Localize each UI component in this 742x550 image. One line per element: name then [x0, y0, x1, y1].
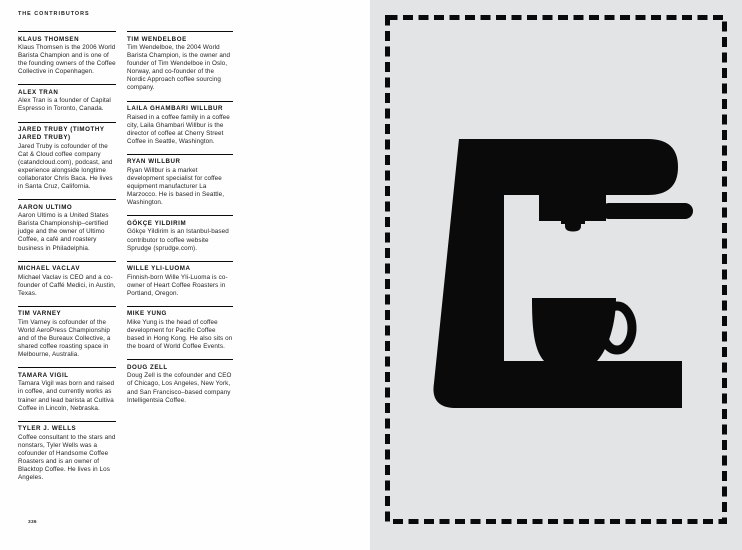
contributor-name: ALEX TRAN: [18, 88, 59, 96]
contributor-name: MICHAEL VACLAV: [18, 265, 81, 273]
coffee-cup: [532, 298, 616, 361]
contributor-bio: Coffee consultant to the stars and nonstars, Tyler Wells was a cofounder of Handsome Coffee Roasters and is an owner of Blacktop Coffee. He lives in Los Angeles.: [18, 433, 116, 482]
contributor-name: MIKE YUNG: [127, 310, 167, 318]
contributor-entry: [18, 421, 116, 483]
machine-portafilter-handle: [601, 203, 693, 219]
contributor-entry: [127, 261, 233, 298]
contributor-entry: [18, 261, 116, 298]
contributor-bio: Klaus Thomsen is the 2006 World Barista Champion and is one of the founding owners of the Coffee Collective in Copenhagen.: [18, 44, 116, 76]
contributor-name: RYAN WILLBUR: [127, 158, 181, 166]
contributor-name: KLAUS THOMSEN: [18, 35, 80, 43]
machine-grouphead: [539, 195, 606, 221]
contributor-entry: [18, 367, 116, 412]
right-page: [370, 0, 742, 550]
contributor-bio: Alex Tran is a founder of Capital Espresso in Toronto, Canada.: [18, 97, 111, 113]
page-number: 336: [28, 520, 37, 525]
right-page-background: [370, 0, 742, 550]
left-page: [0, 0, 370, 550]
contributor-name: DOUG ZELL: [127, 363, 168, 371]
contributor-name: LAILA GHAMBARI WILLBUR: [127, 105, 224, 113]
contributor-name: TIM WENDELBOE: [127, 35, 187, 43]
contributor-name: AARON ULTIMO: [18, 203, 73, 211]
contributors-column-2: [127, 31, 233, 413]
contributors-column-1: [18, 31, 116, 490]
contributor-bio: Aaron Ultimo is a United States Barista Championship–certified judge and the owner of Ultimo Coffee, a café and roastery business in Philadelphia.: [18, 212, 109, 252]
contributor-entry: [18, 199, 116, 252]
right-page-art: [370, 0, 742, 550]
contributor-bio: Raised in a coffee family in a coffee city, Laila Ghambari Willbur is the director of coffee at Cherry Street Coffee in Seattle, Washington.: [127, 113, 230, 145]
contributor-entry: [18, 84, 116, 113]
contributor-bio: Ryan Willbur is a market development specialist for coffee equipment manufacturer La Marzocco. He is based in Seattle, Washington.: [127, 166, 225, 207]
contributor-bio: Jared Truby is cofounder of the Cat & Cloud coffee company (catandcloud.com), podcast, and experience alongside longtime collaborator Chris Baca. He lives in Santa Cruz, California.: [18, 142, 113, 191]
contributor-entry: [127, 154, 233, 207]
contributor-entry: [127, 31, 233, 93]
contributor-bio: Tim Wendelboe, the 2004 World Barista Champion, is the owner and founder of Tim Wendelboe in Oslo, Norway, and co-founder of the Nordic Approach coffee sourcing company.: [127, 44, 231, 92]
contributor-name: TAMARA VIGIL: [18, 371, 69, 379]
contributor-entry: [18, 122, 116, 192]
contributor-name: TYLER J. WELLS: [18, 425, 77, 433]
contributor-name: GÖKÇE YILDIRIM: [127, 219, 187, 227]
contributor-entry: [127, 306, 233, 351]
contributor-bio: Mike Yung is the head of coffee development for Pacific Coffee based in Hong Kong. He also sits on the board of World Coffee Events.: [127, 318, 233, 351]
contributor-bio: Tamara Vigil was born and raised in coffee, and currently works as trainer and lead barista at Cultiva Coffee in Lincoln, Nebraska.: [18, 380, 115, 412]
contributor-bio: Doug Zell is the cofounder and CEO of Chicago, Los Angeles, New York, and San Francisco–based company Intelligentsia Coffee.: [127, 372, 232, 404]
contributor-entry: [18, 306, 116, 359]
contributor-name: WILLE YLI-LUOMA: [127, 265, 191, 273]
contributor-name: TIM VARNEY: [18, 310, 62, 318]
contributor-name: JARED TRUBY (TIMOTHY JARED TRUBY): [18, 126, 105, 142]
contributor-entry: [127, 101, 233, 146]
contributor-bio: Michael Vaclav is CEO and a co-founder of Caffé Medici, in Austin, Texas.: [18, 273, 116, 297]
contributor-entry: [127, 359, 233, 404]
contributor-entry: [18, 31, 116, 76]
page-header: THE CONTRIBUTORS: [18, 11, 90, 17]
contributor-bio: Finnish-born Wille Yli-Luoma is co-owner of Heart Coffee Roasters in Portland, Oregon.: [127, 273, 228, 297]
contributor-bio: Gökçe Yildirim is an Istanbul-based contributor to coffee website Sprudge (sprudge.com).: [127, 228, 229, 252]
contributor-bio: Tim Varney is cofounder of the World AeroPress Championship and of the Bureaux Collective, a shared coffee roasting space in Melbourne, Australia.: [18, 318, 111, 359]
contributor-entry: [127, 215, 233, 252]
